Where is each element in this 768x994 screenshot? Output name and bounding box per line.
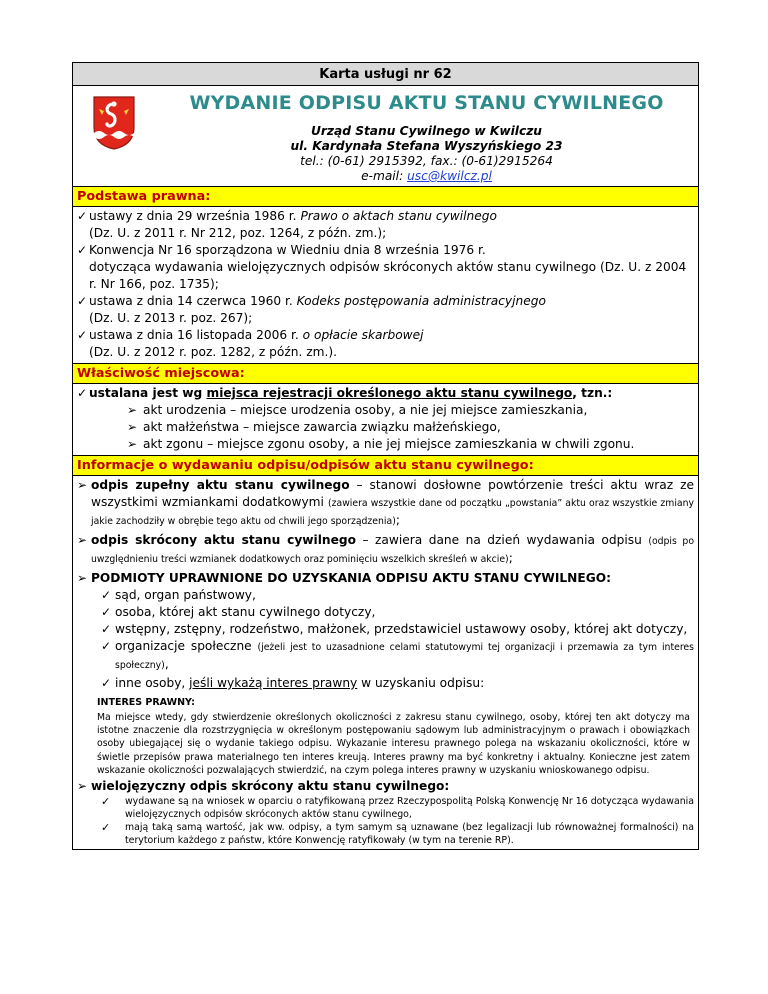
short-copy-note: (odpis po uwzględnieniu treści wzmianek dodatkowych oraz pominięciu wszelkich skreśleń w akcie) [91,536,695,565]
check-icon [101,621,115,638]
entitled-item: wstępny, zstępny, rodzeństwo, małżonek, przedstawiciel ustawowy osoby, której akt dotyczy, [115,622,688,636]
arrow-bullet-icon [127,436,143,453]
office-name: Urząd Stanu Cywilnego w Kwilczu [311,124,542,138]
info-heading: Informacje o wydawaniu odpisu/odpisów aktu stanu cywilnego: [73,456,698,476]
org-end: , [164,657,169,671]
arrow-bullet-icon [77,532,91,568]
title-block [155,86,698,186]
list-item [77,385,694,402]
entitled-item: sąd, organ państwowy, [115,588,256,602]
check-icon [101,604,115,621]
jurisdiction-lead: ustalana jest wg [89,386,207,400]
full-copy-end: ; [395,513,400,527]
full-copy-desc: – stanowi dosłowne powtórzenie treści aktu wraz ze wszystkimi wzmiankami dodatkowymi [91,478,694,509]
law-lead: ustawa z dnia 16 listopada 2006 r. [89,328,303,342]
check-icon [101,587,115,604]
legal-basis-list [73,207,698,364]
jurisdiction-item: akt urodzenia – miejsce urodzenia osoby, a nie jej miejsce zamieszkania, [143,403,588,417]
list-item [77,402,694,419]
office-address: ul. Kardynała Stefana Wyszyńskiego 23 [290,139,563,153]
short-copy-term: odpis skrócony aktu stanu cywilnego [91,533,356,547]
list-item [77,778,694,795]
check-icon [77,242,89,293]
law-ref: (Dz. U. z 2011 r. Nr 212, poz. 1264, z późn. zm.); [89,226,387,240]
law-ref: (Dz. U. z 2013 r. poz. 267); [89,311,253,325]
jurisdiction-list [73,384,698,456]
list-item [77,821,694,847]
multilingual-item: wydawane są na wniosek w oparciu o ratyfikowaną przez Rzeczypospolitą Polską Konwencję Nr 16 dotycząca wydawania wielojęzycznych odpisów skróconych aktów stanu cywilnego, [125,796,694,821]
arrow-bullet-icon [127,402,143,419]
list-item [77,621,694,638]
arrow-bullet-icon [77,570,91,587]
jurisdiction-item: akt małżeństwa – miejsce zawarcia związku małżeńskiego, [143,420,501,434]
legal-interest-text: Ma miejsce wtedy, gdy stwierdzenie określonych okoliczności z zakresu stanu cywilnego, osoby, której ten akt dotyczy ma istotne znaczenie dla rozstrzygnięcia w określonym postępowaniu sądowym lub administracyjnym o prawach i obowiązkach osoby ubiegającej się o wydanie takiego odpisu. Wykazanie interesu prawnego polega na wskazaniu okoliczności, które w świetle przepisów prawa materialnego ten interes kreują. Interes prawny ma być konkretny i aktualny. Konieczne jest zatem wskazanie okoliczności pozwalających stwierdzić, na czym polega interes prawny w uzyskaniu wnioskowanego odpisu. [97,712,690,776]
multilingual-heading: wielojęzyczny odpis skrócony aktu stanu cywilnego: [91,779,450,794]
list-item [77,477,694,530]
law-ref: dotycząca wydawania wielojęzycznych odpisów skróconych aktów stanu cywilnego (Dz. U. z 2004 r. Nr 166, poz. 1735); [89,260,687,291]
list-item [77,208,694,242]
law-name: o opłacie skarbowej [302,328,424,342]
info-body [73,476,698,849]
org-text: organizacje społeczne [115,639,258,653]
legal-basis-heading: Podstawa prawna: [73,187,698,207]
list-item [77,419,694,436]
jurisdiction-lead-end: , tzn.: [572,386,613,400]
card-number: Karta usługi nr 62 [73,63,698,86]
card-header [73,86,698,187]
coat-of-arms-icon [73,86,155,186]
list-item [77,795,694,821]
check-icon [77,293,89,327]
list-item [77,532,694,568]
law-name: Kodeks postępowania administracyjnego [296,294,546,308]
jurisdiction-underlined: miejsca rejestracji określonego aktu stanu cywilnego [206,386,573,400]
other-underlined: jeśli wykażą interes prawny [189,676,358,690]
list-item [77,638,694,674]
law-lead: ustawy z dnia 29 września 1986 r. [89,209,301,223]
email-link[interactable]: usc@kwilcz.pl [407,169,492,183]
check-icon [77,327,89,361]
list-item [77,604,694,621]
page-title: WYDANIE ODPISU AKTU STANU CYWILNEGO [189,92,664,114]
entitled-item: osoba, której akt stanu cywilnego dotyczy, [115,605,376,619]
list-item [77,587,694,604]
list-item [77,570,694,587]
service-card [72,62,699,850]
check-icon [101,795,125,821]
short-copy-end: ; [508,551,513,565]
list-item [77,242,694,293]
other-end: w uzyskaniu odpisu: [357,676,485,690]
list-item [77,436,694,453]
office-phone: tel.: (0-61) 2915392, fax.: (0-61)2915264 [300,154,553,168]
org-note: (jeżeli jest to uzasadnione celami statutowymi tej organizacji i przemawia za tym interes społeczny) [115,642,695,671]
arrow-bullet-icon [77,778,91,795]
law-ref: (Dz. U. z 2012 r. poz. 1282, z późn. zm.). [89,345,337,359]
check-icon [101,821,125,847]
arrow-bullet-icon [77,477,91,530]
kwilcz-crest-icon [92,95,136,151]
law-name: Prawo o aktach stanu cywilnego [300,209,497,223]
email-label: e-mail: [361,169,408,183]
law-lead: ustawa z dnia 14 czerwca 1960 r. [89,294,297,308]
check-icon [101,638,115,674]
list-item [77,327,694,361]
entitled-heading: PODMIOTY UPRAWNIONE DO UZYSKANIA ODPISU AKTU STANU CYWILNEGO: [91,571,611,585]
list-item [77,293,694,327]
arrow-bullet-icon [127,419,143,436]
check-icon [77,208,89,242]
legal-interest-heading: INTERES PRAWNY: [97,697,195,708]
other-lead: inne osoby, [115,676,190,690]
full-copy-note: (zawiera wszystkie dane od początku „powstania” aktu oraz wszystkie zmiany jakie zachodziły w obrębie tego aktu od chwili jego sporządzenia) [91,498,694,527]
short-copy-desc: – zawiera dane na dzień wydawania odpisu [355,533,642,547]
jurisdiction-item: akt zgonu – miejsce zgonu osoby, a nie jej miejsce zamieszkania w chwili zgonu. [143,437,635,451]
multilingual-item: mają taką samą wartość, jak ww. odpisy, a tym samym są uznawane (bez legalizacji lub równoważnej formalności) na terytorium każdego z państw, które Konwencję ratyfikowały (w tym na terenie RP). [125,822,694,847]
jurisdiction-heading: Właściwość miejscowa: [73,364,698,384]
list-item [77,675,694,692]
law-lead: Konwencja Nr 16 sporządzona w Wiedniu dnia 8 września 1976 r. [89,243,486,257]
office-email-line [155,169,698,184]
check-icon [101,675,115,692]
full-copy-term: odpis zupełny aktu stanu cywilnego [91,478,350,492]
check-icon [77,385,89,402]
